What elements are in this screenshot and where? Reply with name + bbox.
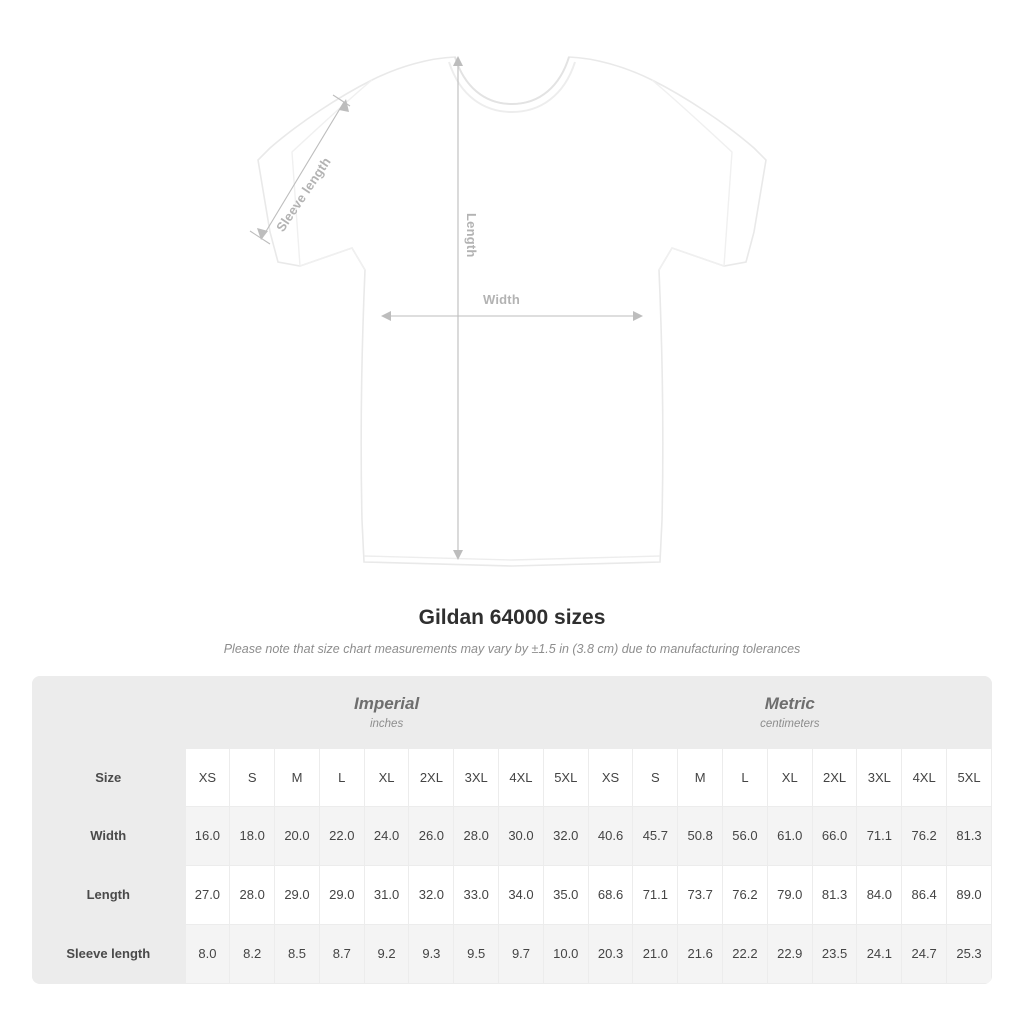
cell-length-imperial-xs: 27.0 <box>185 865 230 924</box>
column-header-imperial-4xl: 4XL <box>499 748 544 806</box>
column-header-metric-2xl: 2XL <box>812 748 857 806</box>
cell-width-metric-4xl: 76.2 <box>902 806 947 865</box>
cell-sleeve-metric-4xl: 24.7 <box>902 924 947 983</box>
cell-length-metric-l: 76.2 <box>723 865 768 924</box>
cell-length-metric-xs: 68.6 <box>588 865 633 924</box>
cell-length-imperial-5xl: 35.0 <box>543 865 588 924</box>
cell-width-metric-3xl: 71.1 <box>857 806 902 865</box>
row-label-sleeve-length: Sleeve length <box>32 924 185 983</box>
unit-header-row <box>32 676 992 748</box>
cell-width-metric-5xl: 81.3 <box>947 806 992 865</box>
cell-length-imperial-s: 28.0 <box>230 865 275 924</box>
column-header-imperial-l: L <box>319 748 364 806</box>
column-header-imperial-5xl: 5XL <box>543 748 588 806</box>
cell-width-imperial-l: 22.0 <box>319 806 364 865</box>
table-row <box>32 924 992 983</box>
column-header-metric-xs: XS <box>588 748 633 806</box>
cell-sleeve-metric-xl: 22.9 <box>767 924 812 983</box>
unit-name-imperial: Imperial <box>353 694 420 714</box>
column-header-metric-4xl: 4XL <box>902 748 947 806</box>
unit-name-metric: Metric <box>764 694 815 714</box>
cell-sleeve-imperial-xl: 9.2 <box>364 924 409 983</box>
column-header-metric-xl: XL <box>767 748 812 806</box>
cell-length-metric-s: 71.1 <box>633 865 678 924</box>
width-label: Width <box>483 292 520 307</box>
unit-header-metric <box>588 676 991 748</box>
cell-sleeve-imperial-4xl: 9.7 <box>499 924 544 983</box>
cell-width-imperial-3xl: 28.0 <box>454 806 499 865</box>
cell-width-imperial-xs: 16.0 <box>185 806 230 865</box>
size-chart-table <box>32 676 992 984</box>
column-header-imperial-2xl: 2XL <box>409 748 454 806</box>
row-label-width: Width <box>32 806 185 865</box>
sleeve-length-label: Sleeve length <box>273 154 334 235</box>
cell-length-imperial-4xl: 34.0 <box>499 865 544 924</box>
cell-length-imperial-l: 29.0 <box>319 865 364 924</box>
page-title: Gildan 64000 sizes <box>418 606 606 629</box>
length-label: Length <box>464 213 479 258</box>
cell-length-imperial-m: 29.0 <box>275 865 320 924</box>
cell-sleeve-metric-m: 21.6 <box>678 924 723 983</box>
cell-sleeve-imperial-xs: 8.0 <box>185 924 230 983</box>
cell-width-metric-2xl: 66.0 <box>812 806 857 865</box>
column-header-metric-m: M <box>678 748 723 806</box>
cell-length-metric-2xl: 81.3 <box>812 865 857 924</box>
cell-sleeve-metric-2xl: 23.5 <box>812 924 857 983</box>
column-header-imperial-xs: XS <box>185 748 230 806</box>
cell-width-metric-xl: 61.0 <box>767 806 812 865</box>
cell-width-metric-s: 45.7 <box>633 806 678 865</box>
cell-sleeve-imperial-m: 8.5 <box>275 924 320 983</box>
row-label-length: Length <box>32 865 185 924</box>
cell-sleeve-metric-3xl: 24.1 <box>857 924 902 983</box>
cell-length-metric-m: 73.7 <box>678 865 723 924</box>
cell-length-metric-3xl: 84.0 <box>857 865 902 924</box>
row-header-size: Size <box>32 748 185 806</box>
cell-width-metric-m: 50.8 <box>678 806 723 865</box>
column-header-imperial-3xl: 3XL <box>454 748 499 806</box>
cell-length-metric-xl: 79.0 <box>767 865 812 924</box>
column-header-metric-s: S <box>633 748 678 806</box>
cell-length-imperial-3xl: 33.0 <box>454 865 499 924</box>
cell-sleeve-metric-l: 22.2 <box>723 924 768 983</box>
cell-width-metric-l: 56.0 <box>723 806 768 865</box>
cell-width-imperial-5xl: 32.0 <box>543 806 588 865</box>
cell-width-imperial-m: 20.0 <box>275 806 320 865</box>
unit-sub-imperial: inches <box>369 718 404 731</box>
size-chart-table-container <box>32 676 992 984</box>
cell-sleeve-imperial-l: 8.7 <box>319 924 364 983</box>
cell-length-metric-4xl: 86.4 <box>902 865 947 924</box>
cell-length-imperial-xl: 31.0 <box>364 865 409 924</box>
size-header-row <box>32 748 992 806</box>
cell-sleeve-imperial-2xl: 9.3 <box>409 924 454 983</box>
cell-width-metric-xs: 40.6 <box>588 806 633 865</box>
column-header-metric-l: L <box>723 748 768 806</box>
cell-width-imperial-2xl: 26.0 <box>409 806 454 865</box>
column-header-imperial-xl: XL <box>364 748 409 806</box>
table-row <box>32 865 992 924</box>
cell-sleeve-metric-5xl: 25.3 <box>947 924 992 983</box>
table-row <box>32 806 992 865</box>
page-subtitle: Please note that size chart measurements may vary by ±1.5 in (3.8 cm) due to manufacturing tolerances <box>223 642 801 656</box>
cell-sleeve-metric-s: 21.0 <box>633 924 678 983</box>
cell-sleeve-imperial-s: 8.2 <box>230 924 275 983</box>
cell-length-imperial-2xl: 32.0 <box>409 865 454 924</box>
unit-header-imperial <box>185 676 588 748</box>
cell-sleeve-imperial-5xl: 10.0 <box>543 924 588 983</box>
cell-sleeve-metric-xs: 20.3 <box>588 924 633 983</box>
unit-sub-metric: centimeters <box>760 718 820 731</box>
cell-sleeve-imperial-3xl: 9.5 <box>454 924 499 983</box>
column-header-metric-3xl: 3XL <box>857 748 902 806</box>
column-header-imperial-s: S <box>230 748 275 806</box>
cell-width-imperial-s: 18.0 <box>230 806 275 865</box>
cell-width-imperial-4xl: 30.0 <box>499 806 544 865</box>
column-header-imperial-m: M <box>275 748 320 806</box>
unit-header-spacer <box>32 676 185 748</box>
cell-length-metric-5xl: 89.0 <box>947 865 992 924</box>
cell-width-imperial-xl: 24.0 <box>364 806 409 865</box>
column-header-metric-5xl: 5XL <box>947 748 992 806</box>
